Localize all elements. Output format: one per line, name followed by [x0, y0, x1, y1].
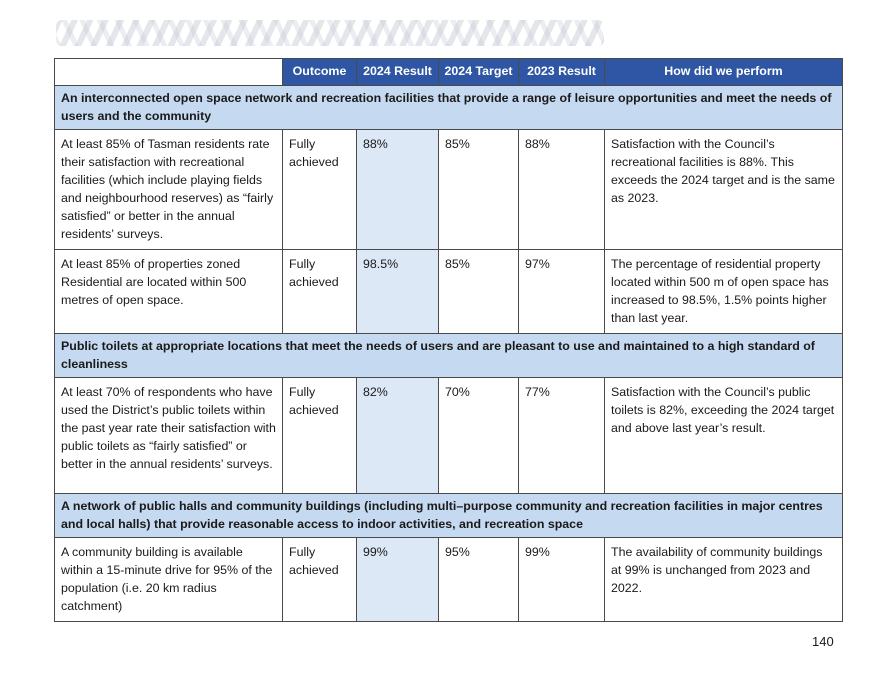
- section-row: [55, 86, 843, 130]
- table-header-row: [55, 59, 843, 86]
- header-performance: How did we perform: [605, 59, 843, 86]
- target-2024-cell: 70%: [439, 378, 519, 494]
- outcome-cell: Fully achieved: [283, 130, 357, 250]
- header-outcome: Outcome: [283, 59, 357, 86]
- result-2024-cell: 98.5%: [357, 250, 439, 334]
- section-title: Public toilets at appropriate locations that meet the needs of users and are pleasant to use and maintained to a high standard of cleanliness: [55, 334, 843, 378]
- section-title: A network of public halls and community buildings (including multi–purpose community and recreation facilities in major centres and local halls) that provide reasonable access to indoor activities, and recreation space: [55, 494, 843, 538]
- outcome-cell: Fully achieved: [283, 538, 357, 622]
- result-2023-cell: 88%: [519, 130, 605, 250]
- table-row: [55, 378, 843, 494]
- page-number: 140: [812, 634, 834, 649]
- result-2024-cell: 88%: [357, 130, 439, 250]
- table-row: [55, 250, 843, 334]
- measure-cell: At least 70% of respondents who have used the District’s public toilets within the past year rate their satisfaction with public toilets as “fairly satisfied” or better in the annual residents’ surveys.: [55, 378, 283, 494]
- header-banner-decoration: [56, 20, 604, 46]
- header-2023-result: 2023 Result: [519, 59, 605, 86]
- target-2024-cell: 95%: [439, 538, 519, 622]
- table-row: [55, 538, 843, 622]
- measure-cell: At least 85% of Tasman residents rate their satisfaction with recreational facilities (which include playing fields and neighbourhood reserves) as “fairly satisfied” or better in the annual residents’ surveys.: [55, 130, 283, 250]
- result-2024-cell: 82%: [357, 378, 439, 494]
- header-measure: [55, 59, 283, 86]
- result-2023-cell: 97%: [519, 250, 605, 334]
- result-2023-cell: 77%: [519, 378, 605, 494]
- performance-cell: The availability of community buildings at 99% is unchanged from 2023 and 2022.: [605, 538, 843, 622]
- performance-cell: The percentage of residential property located within 500 m of open space has increased to 98.5%, 1.5% points higher than last year.: [605, 250, 843, 334]
- measure-cell: A community building is available within a 15-minute drive for 95% of the population (i.e. 20 km radius catchment): [55, 538, 283, 622]
- target-2024-cell: 85%: [439, 250, 519, 334]
- outcome-cell: Fully achieved: [283, 378, 357, 494]
- result-2023-cell: 99%: [519, 538, 605, 622]
- measure-cell: At least 85% of properties zoned Residential are located within 500 metres of open space.: [55, 250, 283, 334]
- table-row: [55, 130, 843, 250]
- header-2024-result: 2024 Result: [357, 59, 439, 86]
- outcome-cell: Fully achieved: [283, 250, 357, 334]
- performance-table: [54, 58, 843, 622]
- section-title: An interconnected open space network and recreation facilities that provide a range of leisure opportunities and meet the needs of users and the community: [55, 86, 843, 130]
- section-row: [55, 494, 843, 538]
- target-2024-cell: 85%: [439, 130, 519, 250]
- performance-cell: Satisfaction with the Council’s public toilets is 82%, exceeding the 2024 target and above last year’s result.: [605, 378, 843, 494]
- section-row: [55, 334, 843, 378]
- performance-cell: Satisfaction with the Council’s recreational facilities is 88%. This exceeds the 2024 target and is the same as 2023.: [605, 130, 843, 250]
- result-2024-cell: 99%: [357, 538, 439, 622]
- header-2024-target: 2024 Target: [439, 59, 519, 86]
